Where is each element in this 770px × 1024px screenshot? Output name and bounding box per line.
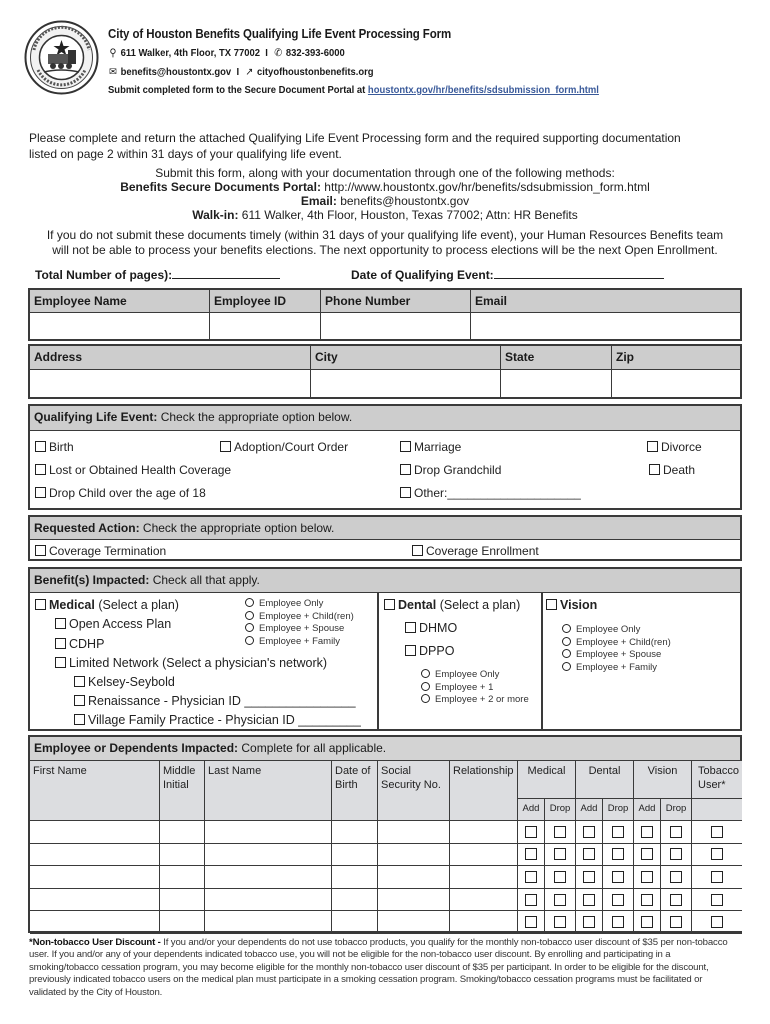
methods-intro: Submit this form, along with your documentation through one of the following methods: [155,166,615,180]
radio-button[interactable] [245,611,254,620]
table-cell [576,844,603,867]
option-birth[interactable]: Birth [35,440,74,454]
dob-input[interactable] [332,844,378,867]
radio-button[interactable] [421,669,430,678]
option-kelsey-seybold[interactable]: Kelsey-Seybold [74,675,175,689]
checkbox[interactable] [74,676,85,687]
option-lost-coverage[interactable]: Lost or Obtained Health Coverage [35,463,231,477]
sub-vision-add: Add [634,799,661,821]
header-employee-name: Employee Name [30,290,210,313]
table-cell [634,866,661,889]
table-cell [576,866,603,889]
intro-line-1: Please complete and return the attached Qualifying Life Event Processing form and the required supporting documentation [29,131,681,145]
checkbox[interactable] [405,622,416,633]
table-cell [518,821,545,844]
benefits-header: Benefit(s) Impacted: Check all that apply. [30,569,740,593]
table-cell [692,821,742,844]
portal-link[interactable]: houstontx.gov/hr/benefits/sdsubmission_form.html [367,84,599,96]
medical-drop-checkbox[interactable] [554,871,566,883]
vision-add-checkbox[interactable] [641,916,653,928]
option-dppo[interactable]: DPPO [405,644,454,658]
email-link[interactable]: benefits@houstontx.gov [120,66,232,78]
radio-vision-employee-family[interactable]: Employee + Family [562,662,671,675]
map-pin-icon: ⚲ [109,47,117,59]
table-cell [692,866,742,889]
table-cell [576,889,603,912]
header-employee-id: Employee ID [210,290,321,313]
checkbox[interactable] [35,545,46,556]
vision-add-checkbox[interactable] [641,894,653,906]
medical-drop-checkbox[interactable] [554,894,566,906]
medical-drop-checkbox[interactable] [554,848,566,860]
col-date-of-birth: Date of Birth [332,761,378,821]
option-divorce[interactable]: Divorce [647,440,702,454]
dependents-table [28,735,742,933]
checkbox[interactable] [35,441,46,452]
dependents-header: Employee or Dependents Impacted: Complete for all applicable. [30,737,740,761]
table-cell [518,866,545,889]
option-renaissance[interactable]: Renaissance - Physician ID ________________ [74,694,356,708]
state-input[interactable] [501,370,612,397]
event-date-field: Date of Qualifying Event: [351,268,664,282]
radio-vision-employee-only[interactable]: Employee Only [562,624,671,637]
table-cell [692,889,742,912]
radio-medical-employee-children[interactable]: Employee + Child(ren) [245,611,354,624]
radio-medical-employee-spouse[interactable]: Employee + Spouse [245,623,354,636]
link-icon: ↗ [245,66,254,78]
dental-drop-checkbox[interactable] [612,848,624,860]
sub-dental-drop: Drop [603,799,634,821]
middle-initial-input[interactable] [160,821,205,844]
option-other[interactable]: Other:____________________ [400,486,581,500]
envelope-icon: ✉ [108,66,117,78]
checkbox[interactable] [400,464,411,475]
option-medical[interactable]: Medical (Select a plan) [35,598,179,612]
middle-initial-input[interactable] [160,866,205,889]
middle-initial-input[interactable] [160,844,205,867]
vision-drop-checkbox[interactable] [670,826,682,838]
tobacco-user-checkbox[interactable] [711,848,723,860]
last-name-input[interactable] [205,866,332,889]
checkbox[interactable] [405,645,416,656]
website-link[interactable]: cityofhoustonbenefits.org [257,66,374,78]
option-open-access-plan[interactable]: Open Access Plan [55,617,171,631]
first-name-input[interactable] [30,844,160,867]
col-middle-initial: Middle Initial [160,761,205,821]
dental-add-checkbox[interactable] [583,916,595,928]
table-cell [634,844,661,867]
table-cell [692,844,742,867]
vision-add-checkbox[interactable] [641,826,653,838]
col-last-name: Last Name [205,761,332,821]
col-ssn: Social Security No. [378,761,450,821]
radio-button[interactable] [245,623,254,632]
tobacco-user-checkbox[interactable] [711,871,723,883]
radio-button[interactable] [421,682,430,691]
email-input[interactable] [471,313,740,339]
dob-input[interactable] [332,889,378,912]
medical-add-checkbox[interactable] [525,826,537,838]
header-phone-number: Phone Number [321,290,471,313]
vision-add-checkbox[interactable] [641,871,653,883]
medical-coverage-options [245,598,354,648]
event-date-input[interactable] [494,269,664,279]
table-bottom-border [28,931,742,933]
vision-drop-checkbox[interactable] [670,871,682,883]
option-death[interactable]: Death [649,463,695,477]
option-adoption[interactable]: Adoption/Court Order [220,440,348,454]
requested-action-header: Requested Action: Check the appropriate option below. [30,517,740,540]
col-vision: Vision [634,761,692,799]
qualifying-event-section [28,404,742,510]
intro-line-2: listed on page 2 within 31 days of your qualifying life event. [29,147,342,161]
radio-medical-employee-family[interactable]: Employee + Family [245,636,354,649]
radio-medical-employee-only[interactable]: Employee Only [245,598,354,611]
qualifying-event-header: Qualifying Life Event: Check the appropriate option below. [30,406,740,431]
warning-line-2: will not be able to process your benefits elections. The next opportunity to process elections will be the next Open Enrollment. [52,243,718,257]
relationship-input[interactable] [450,866,518,889]
option-cdhp[interactable]: CDHP [55,637,104,651]
option-dhmo[interactable]: DHMO [405,621,457,635]
col-relationship: Relationship [450,761,518,821]
dob-input[interactable] [332,821,378,844]
radio-button[interactable] [421,694,430,703]
col-dental: Dental [576,761,634,799]
address-table [28,344,742,399]
relationship-input[interactable] [450,889,518,912]
option-coverage-enrollment[interactable]: Coverage Enrollment [412,544,539,558]
dental-add-checkbox[interactable] [583,894,595,906]
table-cell [661,866,692,889]
table-cell [603,866,634,889]
radio-button[interactable] [562,649,571,658]
checkbox[interactable] [35,599,46,610]
phone-number-input[interactable] [321,313,471,339]
dental-coverage-options [421,669,529,707]
sub-tobacco-blank [692,799,742,821]
radio-dental-employee-plus-2[interactable]: Employee + 2 or more [421,694,529,707]
zip-input[interactable] [612,370,740,397]
vision-drop-checkbox[interactable] [670,894,682,906]
header-zip: Zip [612,346,740,370]
first-name-input[interactable] [30,866,160,889]
table-cell [545,866,576,889]
dental-drop-checkbox[interactable] [612,871,624,883]
ssn-input[interactable] [378,866,450,889]
vision-drop-checkbox[interactable] [670,848,682,860]
other-input[interactable]: ____________________ [447,486,581,500]
table-cell [634,821,661,844]
table-cell [603,821,634,844]
radio-button[interactable] [245,636,254,645]
method-portal: Benefits Secure Documents Portal: http://www.houstontx.gov/hr/benefits/sdsubmission_form.html [120,180,650,194]
dob-input[interactable] [332,866,378,889]
contact-address-line: ⚲ 611 Walker, 4th Floor, TX 77002 I ✆ 832-393-6000 [109,47,345,59]
checkbox[interactable] [546,599,557,610]
checkbox[interactable] [55,618,66,629]
option-limited-network[interactable]: Limited Network (Select a physician's network) [55,656,327,670]
medical-add-checkbox[interactable] [525,916,537,928]
radio-vision-employee-children[interactable]: Employee + Child(ren) [562,637,671,650]
last-name-input[interactable] [205,844,332,867]
city-input[interactable] [311,370,501,397]
radio-button[interactable] [562,624,571,633]
radio-button[interactable] [562,662,571,671]
tobacco-user-checkbox[interactable] [711,916,723,928]
method-email: Email: benefits@houstontx.gov [300,194,470,208]
radio-button[interactable] [562,637,571,646]
phone-icon: ✆ [274,47,283,59]
dental-add-checkbox[interactable] [583,871,595,883]
ssn-input[interactable] [378,821,450,844]
checkbox[interactable] [647,441,658,452]
dental-drop-checkbox[interactable] [612,826,624,838]
checkbox[interactable] [400,487,411,498]
checkbox[interactable] [74,714,85,725]
relationship-input[interactable] [450,844,518,867]
radio-vision-employee-spouse[interactable]: Employee + Spouse [562,649,671,662]
table-cell [661,889,692,912]
sub-medical-add: Add [518,799,545,821]
form-title: City of Houston Benefits Qualifying Life Event Processing Form [108,27,452,41]
table-cell [661,821,692,844]
phone-number[interactable]: 832-393-6000 [285,47,345,59]
table-cell [661,844,692,867]
medical-add-checkbox[interactable] [525,894,537,906]
first-name-input[interactable] [30,821,160,844]
method-walkin: Walk-in: 611 Walker, 4th Floor, Houston, Texas 77002; Attn: HR Benefits [192,208,578,222]
radio-dental-employee-plus-1[interactable]: Employee + 1 [421,682,529,695]
dental-drop-checkbox[interactable] [612,916,624,928]
option-coverage-termination[interactable]: Coverage Termination [35,544,166,558]
radio-dental-employee-only[interactable]: Employee Only [421,669,529,682]
option-vision[interactable]: Vision [546,598,597,612]
tobacco-footnote: *Non-tobacco User Discount - If you and/or your dependents do not use tobacco products, you qualify for the monthly non-tobacco user discount of $35 per non-tobacco user. If you and/or any of your dependents indicated tobacco use, you will not be eligible for the non-tobacco user discount. By enrolling and participating in a smoking/tobacco cessation program, you may become eligible for the monthly non-tobacco user discount of $35 per participant. In order to be eligible for the discount, previously indicated tobacco users on the medical plan must participate in a smoking cessation program. Smoking/tobacco cessation programs must be facilitated or validated by the City of Houston. [29,937,728,998]
medical-drop-checkbox[interactable] [554,826,566,838]
sub-medical-drop: Drop [545,799,576,821]
address-input[interactable] [30,370,311,397]
table-cell [576,821,603,844]
city-seal-logo [24,20,99,95]
total-pages-field: Total Number of pages): [35,268,280,282]
total-pages-input[interactable] [172,269,280,279]
medical-add-checkbox[interactable] [525,848,537,860]
col-first-name: First Name [30,761,160,821]
table-cell [518,889,545,912]
table-cell [603,844,634,867]
employee-name-input[interactable] [30,313,210,339]
checkbox[interactable] [74,695,85,706]
first-name-input[interactable] [30,889,160,912]
employee-id-input[interactable] [210,313,321,339]
dental-drop-checkbox[interactable] [612,894,624,906]
table-cell [545,889,576,912]
option-village-family-practice[interactable]: Village Family Practice - Physician ID _________ [74,713,361,727]
requested-action-section [28,515,742,561]
dental-add-checkbox[interactable] [583,826,595,838]
medical-drop-checkbox[interactable] [554,916,566,928]
table-cell [545,821,576,844]
contact-web-line: ✉ benefits@houstontx.gov I ↗ cityofhoustonbenefits.org [108,66,374,78]
header-address: Address [30,346,311,370]
last-name-input[interactable] [205,821,332,844]
tobacco-user-checkbox[interactable] [711,826,723,838]
middle-initial-input[interactable] [160,889,205,912]
vision-add-checkbox[interactable] [641,848,653,860]
checkbox[interactable] [384,599,395,610]
table-cell [634,889,661,912]
vision-coverage-options [562,624,671,674]
checkbox[interactable] [412,545,423,556]
checkbox[interactable] [55,657,66,668]
employee-info-table [28,288,742,341]
sub-vision-drop: Drop [661,799,692,821]
table-cell [518,844,545,867]
header-state: State [501,346,612,370]
ssn-input[interactable] [378,889,450,912]
col-tobacco-user: Tobacco User* [692,761,742,799]
medical-add-checkbox[interactable] [525,871,537,883]
header-city: City [311,346,501,370]
option-dental[interactable]: Dental (Select a plan) [384,598,520,612]
checkbox[interactable] [55,638,66,649]
tobacco-user-checkbox[interactable] [711,894,723,906]
submit-line: Submit completed form to the Secure Document Portal at houstontx.gov/hr/benefits/sdsubmission_form.html [108,84,599,96]
header-email: Email [471,290,740,313]
sub-dental-add: Add [576,799,603,821]
checkbox[interactable] [649,464,660,475]
option-marriage[interactable]: Marriage [400,440,461,454]
option-drop-grandchild[interactable]: Drop Grandchild [400,463,501,477]
table-cell [545,844,576,867]
option-drop-child-18[interactable]: Drop Child over the age of 18 [35,486,206,500]
table-cell [603,889,634,912]
warning-line-1: If you do not submit these documents timely (within 31 days of your qualifying life event), your Human Resources Benefits team [46,228,724,242]
col-medical: Medical [518,761,576,799]
vision-drop-checkbox[interactable] [670,916,682,928]
checkbox[interactable] [35,464,46,475]
checkbox[interactable] [400,441,411,452]
checkbox[interactable] [35,487,46,498]
ssn-input[interactable] [378,844,450,867]
checkbox[interactable] [220,441,231,452]
relationship-input[interactable] [450,821,518,844]
last-name-input[interactable] [205,889,332,912]
radio-button[interactable] [245,598,254,607]
divider [377,593,379,729]
benefits-impacted-section [28,567,742,731]
divider [541,593,543,729]
dental-add-checkbox[interactable] [583,848,595,860]
